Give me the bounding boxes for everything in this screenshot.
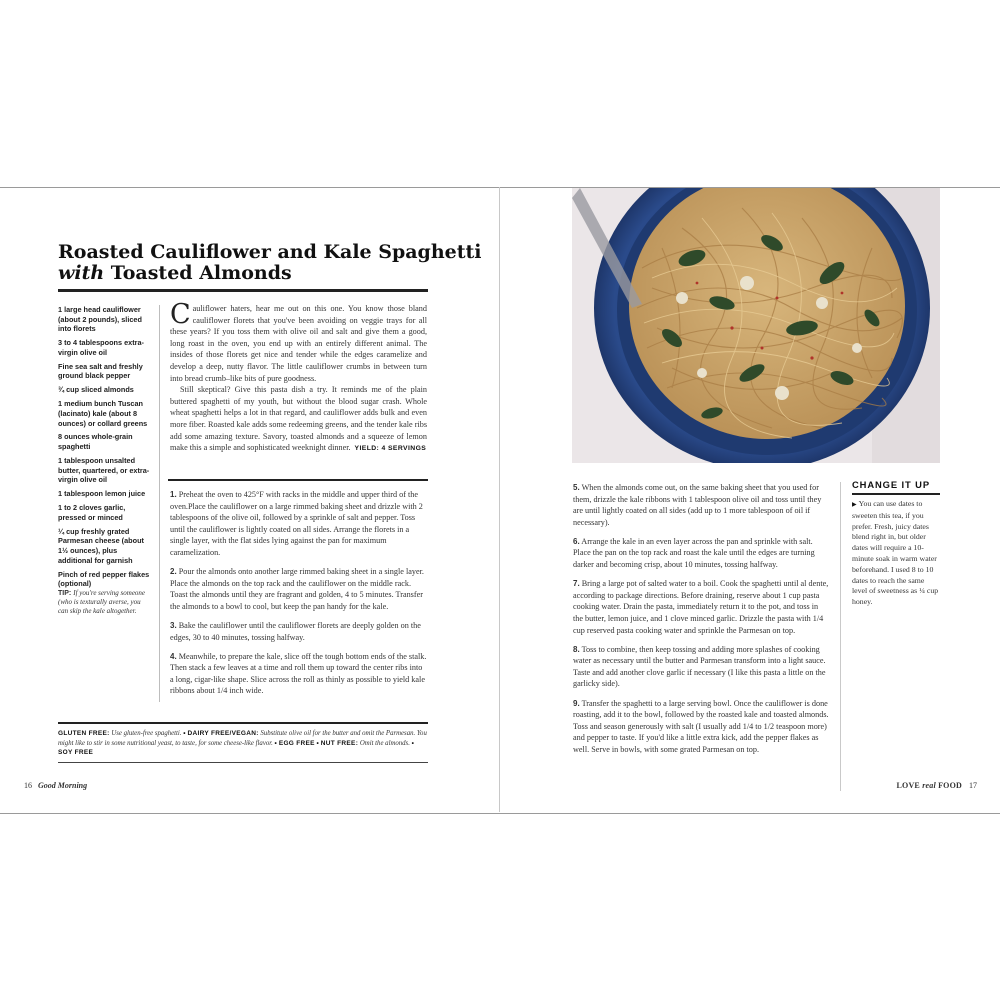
bullet: •	[411, 739, 415, 747]
brand-post: FOOD	[938, 781, 962, 790]
step-number: 9.	[573, 698, 580, 708]
right-page	[500, 187, 1000, 814]
title-line-1: Roasted Cauliflower and Kale Spaghetti	[58, 241, 482, 263]
tip-text: If you're serving someone (who is texturally averse, you can skip the kale altogether.	[58, 589, 146, 615]
ingredient-item: 1 tablespoon unsalted butter, quartered, or extra-virgin olive oil	[58, 456, 150, 485]
yield-label: YIELD: 4 SERVINGS	[354, 445, 427, 453]
gluten-free-label: GLUTEN FREE:	[58, 730, 110, 737]
ingredient-list	[58, 305, 152, 593]
bullet: •	[274, 739, 278, 747]
ingredient-item: 1 medium bunch Tuscan (lacinato) kale (about 8 ounces) or collard greens	[58, 399, 148, 428]
headnote-text-1: auliflower haters, hear me out on this one. You know those bland cauliflower florets that you've been avoiding on veggie trays for all these years? If you toss them with olive oil and salt and give them a good, long roast in the oven, you end up with an entirely different animal. The insides of those florets get nice and tender while the edges caramelize and develop a deep, nutty flavor. The little cauliflower crumbs in between turn into bread crumb–like bits of pure goodness.	[170, 304, 427, 383]
book-gutter	[499, 187, 500, 812]
ingredient-item: 3 to 4 tablespoons extra-virgin olive oil	[58, 338, 144, 357]
ingredient-item: ¾ cup sliced almonds	[58, 385, 134, 395]
step-text: Transfer the spaghetti to a large serving bowl. Once the cauliflower is done roasting, add it to the bowl, followed by the roasted kale and toasted almonds. Toss and season generously with salt (I usually add 1/4 to 1/2 teaspoon more) and pepper to taste. If you'd like a little extra kick, add the pepper flakes as well. Serve in bowls, with some grated Parmesan on top.	[573, 698, 829, 754]
recipe-title	[58, 241, 482, 284]
diet-rule-top	[58, 722, 428, 724]
change-it-up-rule	[852, 493, 940, 495]
section-name: Good Morning	[38, 781, 88, 790]
footer-right	[897, 781, 978, 790]
headnote-paragraph-2	[170, 384, 427, 455]
dietary-notes	[58, 729, 428, 758]
headnote-paragraph-1	[170, 299, 427, 384]
method-step	[170, 620, 427, 643]
ingredient-item: Fine sea salt and freshly ground black pepper	[58, 361, 143, 381]
pasta-bowl-illustration	[572, 188, 940, 463]
steps-rule	[168, 479, 428, 481]
ingredient-item: 1 tablespoon lemon juice	[58, 489, 146, 499]
left-page	[0, 187, 500, 814]
page-number-left: 16	[24, 781, 32, 790]
step-text: Arrange the kale in an even layer across the pan and sprinkle with salt. Place the pan on the top rack and roast the kale until the edges are turning darker and becoming crisp, about 10 minutes, tossing halfway.	[573, 536, 815, 570]
step-text: Preheat the oven to 425°F with racks in the middle and upper third of the oven.Place the cauliflower on a large rimmed baking sheet and drizzle with 2 tablespoons of the olive oil, followed by a sprinkle of salt and pepper. Toss until the cauliflower is lightly coated on all sides. Arrange the florets in a single layer, with the flat sides lying against the pan for maximum caramelization.	[170, 490, 423, 557]
step-number: 4.	[170, 651, 177, 661]
step-text: When the almonds come out, on the same baking sheet that you used for them, drizzle the kale ribbons with 1 tablespoon olive oil and toss until they are until lightly coated on all sides (add up to 1 more tablespoon of oil if necessary).	[573, 483, 822, 527]
soy-free-label: SOY FREE	[58, 749, 94, 757]
headnote-text-2: Still skeptical? Give this pasta dish a try. It reminds me of the plain buttered spaghetti of my youth, but without the blood sugar crash. Whole wheat spaghetti helps a lot in that regard, and cauliflower adds bulk and even more fiber. Roasted kale adds some redeeming greens, and the tender kale ribs add some amazing texture. Savory, toasted almonds and a squeeze of lemon make this a simple and sophisticated weeknight dinner.	[170, 385, 427, 453]
bullet: •	[183, 730, 186, 737]
dairy-free-text: Substitute olive oil for the butter and omit the Parmesan. You might like to stir in some nutritional yeast, to taste, for some cheese-like flavor.	[58, 730, 427, 747]
book-spread	[0, 187, 1000, 812]
method-step	[170, 566, 427, 612]
headnote	[170, 299, 427, 455]
step-number: 2.	[170, 567, 177, 577]
triangle-right-icon: ▶	[852, 501, 857, 508]
method-step	[170, 651, 427, 697]
title-rule	[58, 289, 428, 292]
nut-free-text: Omit the almonds.	[359, 739, 410, 747]
tip-note	[58, 589, 152, 616]
method-step	[573, 578, 829, 636]
ingredient-item: 1 large head cauliflower (about 2 pounds), sliced into florets	[58, 305, 142, 334]
nut-free-label: NUT FREE:	[320, 739, 359, 747]
step-text: Pour the almonds onto another large rimmed baking sheet in a single layer. Place the almonds on the top rack and the cauliflower on the middle rack. Toast the almonds until they are fragrant and golden, 4 to 5 minutes. Transfer the almonds to a bowl to cool, but keep the pan handy for the kale.	[170, 567, 424, 611]
column-divider	[159, 305, 160, 702]
brand-pre: LOVE	[896, 781, 920, 790]
method-steps-left	[170, 489, 427, 705]
method-step	[573, 482, 829, 528]
title-line-2-rest: Toasted Almonds	[104, 262, 292, 284]
change-it-up-text: You can use dates to sweeten this tea, if you prefer. Fresh, juicy dates blend right in, but older dates will require a 10-minute soak in warm water beforehand. I used 8 to 10 dates to reach the same level of sweetness as ¼ cup honey.	[852, 499, 939, 607]
step-text: Bake the cauliflower until the cauliflower florets are deeply golden on the edges, 30 to 40 minutes, tossing halfway.	[170, 620, 421, 642]
step-text: Meanwhile, to prepare the kale, slice off the tough bottom ends of the stalk. Then stack a few leaves at a time and roll them up toward the center ribs into a long, cigar-like shape. Slice across the roll as thinly as possible to yield kale ribbons about 1/4 inch wide.	[170, 651, 427, 696]
bullet: •	[316, 739, 320, 747]
step-number: 5.	[573, 483, 580, 492]
step-number: 3.	[170, 620, 177, 630]
footer-left	[24, 781, 87, 790]
brand-em: real	[922, 781, 936, 790]
step-text: Toss to combine, then keep tossing and adding more splashes of cooking water as necessary until the butter and Parmesan transform into a light sauce. Taste and add another clove garlic if necessary (I like this pasta a little on the garlicky side).	[573, 644, 826, 689]
change-it-up-body	[852, 499, 940, 608]
title-line-2	[58, 263, 428, 284]
ingredient-item: 8 ounces whole-grain spaghetti	[58, 432, 133, 452]
title-with: with	[58, 262, 105, 284]
method-step	[573, 536, 829, 571]
method-step	[170, 489, 427, 559]
gluten-free-text: Use gluten-free spaghetti.	[111, 730, 182, 737]
change-it-up-heading: CHANGE IT UP	[852, 479, 930, 490]
diet-rule-bottom	[58, 762, 428, 763]
ingredient-item: 1 to 2 cloves garlic, pressed or minced	[58, 503, 126, 522]
sidebar-divider	[840, 482, 841, 791]
tip-label: TIP:	[58, 590, 72, 597]
step-number: 7.	[573, 579, 580, 589]
dairy-free-label: DAIRY FREE/VEGAN:	[187, 730, 259, 737]
pasta-photo	[572, 188, 940, 463]
step-number: 6.	[573, 536, 580, 546]
step-number: 1.	[170, 490, 177, 499]
method-step	[573, 644, 829, 690]
method-step	[573, 698, 829, 756]
ingredient-item: ¼ cup freshly grated Parmesan cheese (about 1½ ounces), plus additional for garnish	[58, 526, 144, 565]
ingredient-item: Pinch of red pepper flakes (optional)	[58, 569, 150, 589]
drop-cap: C	[170, 299, 191, 330]
step-text: Bring a large pot of salted water to a boil. Cook the spaghetti until al dente, according to package directions. Before draining, reserve about 1 cup pasta cooking water. Drain the pasta, immediately return it to the pot, and toss in the butter, lemon juice, and 1 clove minced garlic. Drizzle the pasta with 1/4 cup reserved pasta cooking water and sprinkle the Parmesan on top.	[573, 579, 829, 635]
page-number-right: 17	[969, 781, 977, 790]
step-number: 8.	[573, 644, 580, 654]
method-steps-right	[573, 482, 829, 763]
book-brand	[897, 781, 963, 790]
egg-free-label: EGG FREE	[278, 739, 315, 747]
